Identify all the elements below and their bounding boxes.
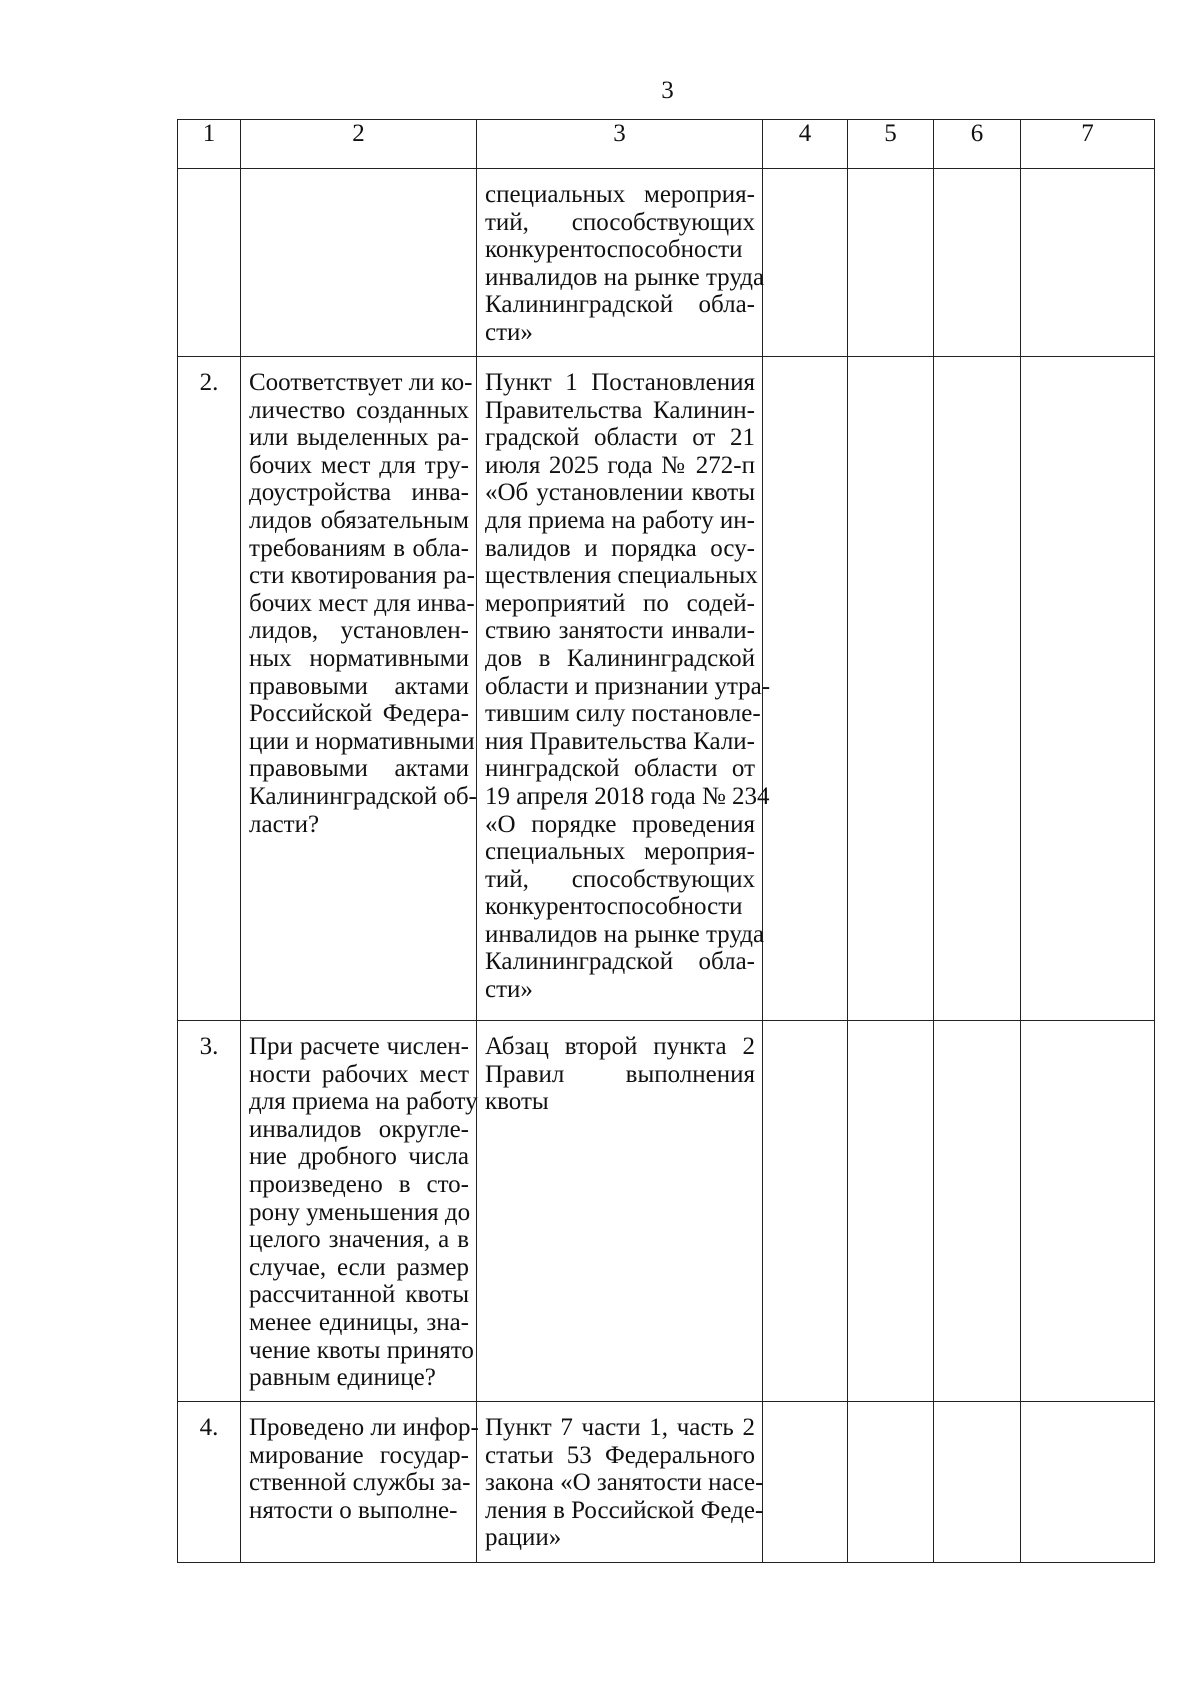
empty-cell-col-4 — [763, 1402, 848, 1563]
cell-text-line: Соответствует ли ко- — [249, 369, 473, 396]
cell-text-line: области и признании утра- — [485, 672, 771, 700]
cell-text-line: инвалидов округле- — [249, 1115, 469, 1143]
cell-text-line: сти квотирования ра- — [249, 562, 475, 590]
cell-text-line: рассчитанной квоты — [249, 1281, 469, 1309]
cell-text-line: случае, если размер — [249, 1253, 469, 1281]
cell-text-line: валидов и порядка осу- — [485, 534, 755, 562]
empty-cell-col-7 — [1021, 1021, 1155, 1402]
legal-reference-cell — [477, 357, 771, 1021]
cell-text-line: ности рабочих мест — [249, 1060, 469, 1088]
header-cell-5: 5 — [848, 120, 934, 169]
cell-text-line: квоты — [485, 1088, 549, 1116]
table-row — [178, 357, 1155, 1021]
question-cell — [241, 357, 477, 1021]
cell-text-line: «О порядке проведения — [485, 810, 755, 838]
empty-cell-col-5 — [848, 1402, 934, 1563]
cell-text-line: конкурентоспособности — [485, 236, 743, 264]
cell-text-line: специальных мероприя- — [485, 181, 755, 208]
cell-text-line: Проведено ли инфор- — [249, 1414, 479, 1441]
cell-text-line: Абзац второй пункта 2 — [485, 1033, 755, 1060]
cell-text-line: ласти? — [249, 810, 320, 838]
header-cell-3: 3 — [477, 120, 763, 169]
cell-text-line: ления в Российской Феде- — [485, 1496, 764, 1524]
cell-text-line: Правительства Калинин- — [485, 396, 755, 424]
cell-text-line: закона «О занятости насе- — [485, 1469, 764, 1497]
cell-text-line: целого значения, а в — [249, 1226, 469, 1254]
table-row — [178, 169, 1155, 357]
legal-reference-cell — [477, 1021, 763, 1402]
cell-text-line: специальных мероприя- — [485, 838, 755, 866]
cell-text-line: менее единицы, зна- — [249, 1308, 469, 1336]
cell-text-line: инвалидов на рынке труда — [485, 920, 765, 948]
empty-cell-col-4 — [763, 1021, 848, 1402]
cell-text-line: ных нормативными — [249, 644, 469, 672]
empty-cell-col-5 — [848, 357, 934, 1021]
legal-reference-cell — [477, 169, 763, 357]
question-cell — [241, 1402, 477, 1563]
cell-text-line: инвалидов на рынке труда — [485, 263, 765, 291]
cell-text-line: произведено в сто- — [249, 1170, 469, 1198]
cell-text-line: лидов обязательным — [249, 506, 469, 534]
cell-text-line: сти» — [485, 976, 533, 1004]
cell-text-line: для приема на работу ин- — [485, 506, 755, 534]
cell-text-line: правовыми актами — [249, 672, 469, 700]
cell-text-line: тий, способствующих — [485, 208, 755, 236]
empty-cell-col-6 — [934, 1402, 1021, 1563]
cell-text-line: ственной службы за- — [249, 1469, 471, 1497]
cell-text-line: правовыми актами — [249, 755, 469, 783]
cell-text-line: градской области от 21 — [485, 424, 755, 452]
cell-text-line: нятости о выполне- — [249, 1496, 458, 1524]
cell-text-line: 19 апреля 2018 года № 234 — [485, 782, 770, 810]
cell-text-line: тившим силу постановле- — [485, 700, 761, 728]
question-cell — [241, 1021, 477, 1402]
empty-cell-col-4 — [763, 357, 848, 1021]
cell-text-line: личество созданных — [249, 396, 469, 424]
empty-cell-col-7 — [1021, 357, 1155, 1021]
cell-text-line: Калининградской об- — [249, 782, 477, 810]
empty-cell-col-5 — [848, 169, 934, 357]
cell-text-line: июля 2025 года № 272-п — [485, 451, 755, 479]
cell-text-line: лидов, установлен- — [249, 617, 469, 645]
cell-text-line: ния Правительства Кали- — [485, 727, 755, 755]
cell-text-line: нинградской области от — [485, 755, 755, 783]
cell-text-line: равным единице? — [249, 1364, 436, 1392]
header-cell-1: 1 — [178, 120, 241, 169]
cell-text-line: дов в Калининградской — [485, 644, 755, 672]
cell-text-line: тий, способствующих — [485, 865, 755, 893]
header-row — [178, 120, 1155, 169]
checklist-table — [177, 119, 1155, 1563]
empty-cell-col-5 — [848, 1021, 934, 1402]
header-cell-4: 4 — [763, 120, 848, 169]
question-cell — [241, 169, 477, 357]
cell-text-line: рону уменьшения до — [249, 1198, 471, 1226]
empty-cell-col-4 — [763, 169, 848, 357]
header-cell-6: 6 — [934, 120, 1021, 169]
cell-text-line: Калининградской обла- — [485, 948, 755, 976]
cell-text-line: или выделенных ра- — [249, 424, 469, 452]
legal-reference-cell — [477, 1402, 763, 1563]
row-number-cell: 2. — [178, 357, 241, 1021]
cell-text-line: для приема на работу — [249, 1088, 478, 1116]
row-number-cell: 4. — [178, 1402, 241, 1563]
cell-text-line: Пункт 7 части 1, часть 2 — [485, 1414, 755, 1441]
empty-cell-col-6 — [934, 169, 1021, 357]
table-row — [178, 1021, 1155, 1402]
cell-text-line: Калининградской обла- — [485, 291, 755, 319]
empty-cell-col-6 — [934, 357, 1021, 1021]
cell-text-line: мероприятий по содей- — [485, 589, 755, 617]
cell-text-line: ществления специальных — [485, 562, 758, 590]
cell-text-line: рации» — [485, 1524, 562, 1552]
cell-text-line: «Об установлении квоты — [485, 479, 755, 507]
cell-text-line: конкурентоспособности — [485, 893, 743, 921]
cell-text-line: требованиям в обла- — [249, 534, 469, 562]
cell-text-line: Российской Федера- — [249, 700, 469, 728]
cell-text-line: При расчете числен- — [249, 1033, 469, 1060]
cell-text-line: сти» — [485, 318, 533, 346]
header-cell-7: 7 — [1021, 120, 1155, 169]
cell-text-line: ствию занятости инвали- — [485, 617, 755, 645]
cell-text-line: бочих мест для тру- — [249, 451, 469, 479]
cell-text-line: мирование государ- — [249, 1441, 469, 1469]
cell-text-line: чение квоты принято — [249, 1336, 474, 1364]
cell-text-line: ции и нормативными — [249, 727, 475, 755]
row-number-cell: 3. — [178, 1021, 241, 1402]
cell-text-line: статьи 53 Федерального — [485, 1441, 755, 1469]
empty-cell-col-6 — [934, 1021, 1021, 1402]
cell-text-line: Правил выполнения — [485, 1060, 755, 1088]
empty-cell-col-7 — [1021, 1402, 1155, 1563]
cell-text-line: доустройства инва- — [249, 479, 469, 507]
header-cell-2: 2 — [241, 120, 477, 169]
cell-text-line: бочих мест для инва- — [249, 589, 475, 617]
page-number: 3 — [661, 77, 674, 104]
table-row — [178, 1402, 1155, 1563]
empty-cell-col-7 — [1021, 169, 1155, 357]
cell-text-line: Пункт 1 Постановления — [485, 369, 755, 396]
row-number-cell — [178, 169, 241, 357]
cell-text-line: ние дробного числа — [249, 1143, 469, 1171]
